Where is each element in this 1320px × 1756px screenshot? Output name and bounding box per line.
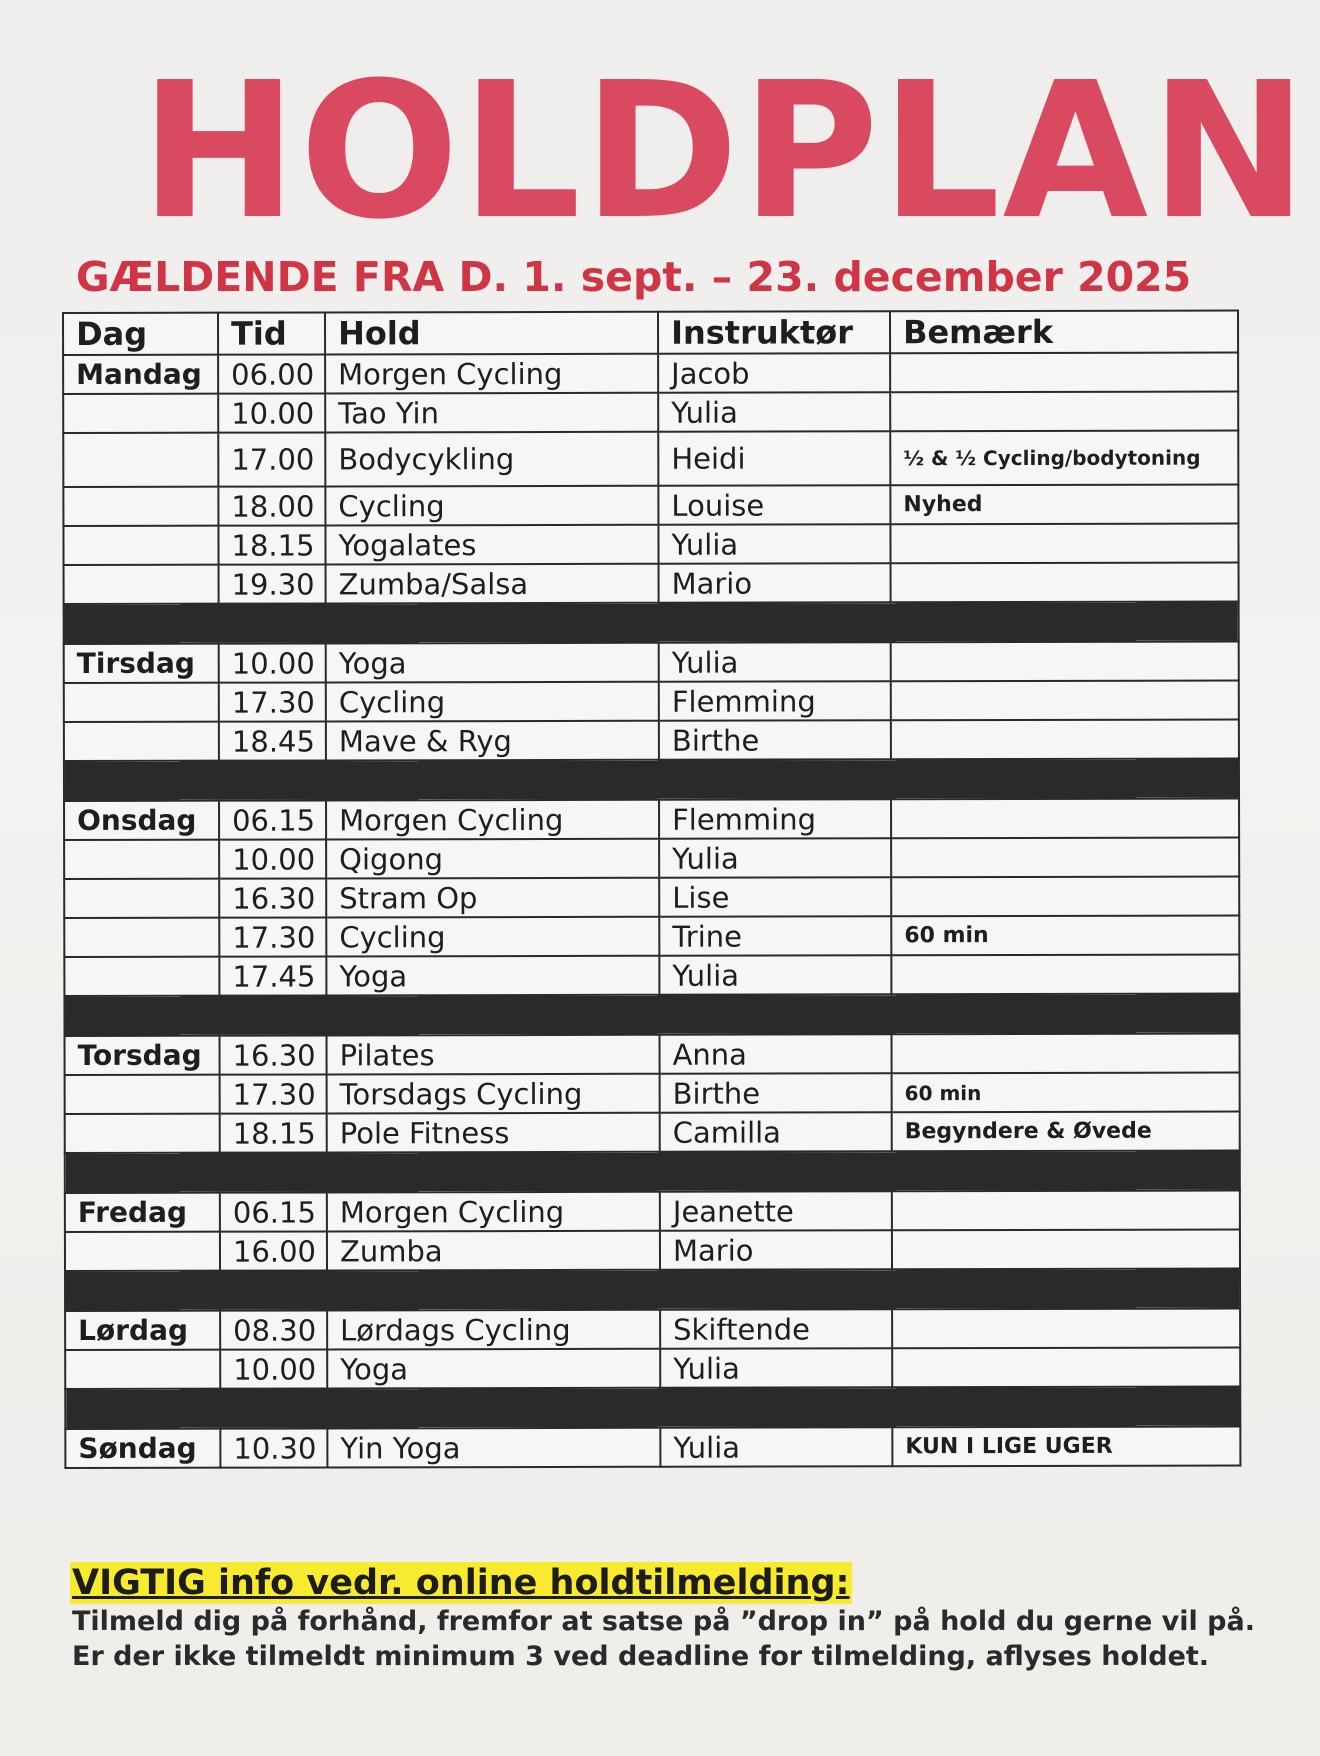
class-cell: Yoga [326,643,659,683]
day-cell [64,957,219,996]
time-cell: 16.30 [219,878,326,917]
day-separator [64,994,1239,1036]
instructor-cell: Yulia [658,524,890,563]
class-cell: Qigong [326,839,659,879]
time-cell: 17.30 [219,682,326,721]
table-header-row [63,311,1238,355]
note-cell [891,838,1239,878]
table-row [64,838,1239,879]
time-cell: 10.00 [219,839,326,878]
note-cell [890,353,1238,393]
time-cell: 17.30 [220,1074,327,1113]
note-cell [890,392,1238,432]
instructor-cell: Yulia [660,1348,892,1387]
table-row [64,681,1239,722]
class-cell: Pole Fitness [327,1113,660,1153]
header-tid: Tid [218,312,325,354]
day-cell [63,526,218,565]
class-cell: Stram Op [326,878,659,918]
day-cell: Fredag [65,1193,220,1232]
day-separator [65,1151,1240,1193]
instructor-cell: Lise [659,877,891,916]
instructor-cell: Yulia [659,642,891,681]
note-cell [891,955,1239,995]
note-cell [891,720,1239,760]
note-cell: 60 min [891,916,1239,956]
instructor-cell: Camilla [660,1112,892,1151]
header-instruktor: Instruktør [658,311,890,353]
table-row [65,1230,1240,1271]
time-cell: 10.00 [219,643,326,682]
note-cell: Begyndere & Øvede [892,1112,1240,1152]
table-row [63,431,1238,487]
table-row [65,1191,1240,1232]
day-cell: Tirsdag [64,644,219,683]
time-cell: 10.00 [220,1349,327,1388]
day-cell [65,1232,220,1271]
day-cell [63,394,218,433]
note-cell [890,524,1238,564]
time-cell: 18.15 [220,1113,327,1152]
info-line-2: Er der ikke tilmeldt minimum 3 ved deadline for tilmelding, aflyses holdet. [72,1641,1210,1672]
class-cell: Cycling [325,486,658,526]
table-row [64,799,1239,840]
note-cell [891,877,1239,917]
note-cell [891,681,1239,721]
note-cell: ½ & ½ Cycling/bodytoning [890,431,1238,486]
class-cell: Zumba/Salsa [326,564,659,604]
time-cell: 18.15 [218,525,325,564]
day-cell [64,683,219,722]
note-cell [891,563,1239,603]
day-cell: Onsdag [64,801,219,840]
table-row [65,1073,1240,1114]
instructor-cell: Trine [659,916,891,955]
table-row [64,720,1239,761]
table-row [63,392,1238,433]
class-cell: Mave & Ryg [326,721,659,761]
time-cell: 17.45 [219,956,326,995]
instructor-cell: Jacob [658,353,890,392]
instructor-cell: Mario [659,563,891,602]
class-cell: Yogalates [325,525,658,565]
class-cell: Bodycykling [325,432,658,487]
note-cell [892,1191,1240,1231]
instructor-cell: Birthe [660,1073,892,1112]
day-cell: Lørdag [65,1311,220,1350]
instructor-cell: Louise [658,485,890,524]
table-row [65,1348,1240,1389]
class-cell: Yin Yoga [327,1428,660,1468]
note-cell [891,799,1239,839]
day-cell [65,1075,220,1114]
table-row [64,642,1239,683]
table-row [63,524,1238,565]
table-row [64,955,1239,996]
page-title: HOLDPLAN [140,42,1310,261]
note-cell [892,1034,1240,1074]
note-cell: KUN I LIGE UGER [892,1427,1240,1467]
day-cell: Søndag [65,1429,220,1468]
time-cell: 06.00 [218,354,325,393]
day-cell [64,840,219,879]
class-cell: Yoga [326,956,659,996]
day-cell [65,1114,220,1153]
note-cell [891,642,1239,682]
class-cell: Yoga [327,1349,660,1389]
time-cell: 18.00 [218,486,325,525]
instructor-cell: Heidi [658,431,890,485]
instructor-cell: Yulia [658,392,890,431]
day-cell [63,433,218,487]
instructor-cell: Yulia [659,838,891,877]
note-cell: Nyhed [890,485,1238,525]
table-row [64,877,1239,918]
time-cell: 10.00 [218,393,325,432]
class-cell: Pilates [327,1035,660,1075]
day-separator [64,759,1239,801]
time-cell: 06.15 [220,1192,327,1231]
header-dag: Dag [63,313,218,355]
instructor-cell: Mario [660,1230,892,1269]
table-row [63,353,1238,394]
info-title: VIGTIG info vedr. online holdtilmelding: [72,1563,850,1603]
time-cell: 19.30 [219,564,326,603]
day-cell [65,1350,220,1389]
note-cell: 60 min [892,1073,1240,1113]
instructor-cell: Yulia [660,1427,892,1466]
info-section [70,1562,1290,1674]
instructor-cell: Flemming [659,681,891,720]
class-cell: Morgen Cycling [326,800,659,840]
instructor-cell: Yulia [659,955,891,994]
class-cell: Lørdags Cycling [327,1310,660,1350]
schedule-table [62,310,1241,1469]
header-bemaerk: Bemærk [890,311,1238,354]
table-row [65,1112,1240,1153]
day-separator [65,1269,1240,1311]
time-cell: 18.45 [219,721,326,760]
instructor-cell: Flemming [659,799,891,838]
day-cell [63,487,218,526]
validity-subtitle: GÆLDENDE FRA D. 1. sept. – 23. december 2025 [76,253,1192,301]
time-cell: 17.00 [218,432,325,486]
time-cell: 17.30 [219,917,326,956]
instructor-cell: Anna [660,1034,892,1073]
time-cell: 16.30 [220,1035,327,1074]
table-row [63,485,1238,526]
time-cell: 10.30 [220,1428,327,1467]
table-row [64,916,1239,957]
table-row [65,1309,1240,1350]
table-row [65,1427,1240,1468]
day-cell [64,565,219,604]
day-cell [64,879,219,918]
note-cell [892,1348,1240,1388]
class-cell: Morgen Cycling [325,354,658,394]
class-cell: Morgen Cycling [327,1192,660,1232]
class-cell: Torsdags Cycling [327,1074,660,1114]
day-cell: Torsdag [65,1036,220,1075]
info-line-1: Tilmeld dig på forhånd, fremfor at satse på ”drop in” på hold du gerne vil på. [72,1606,1255,1637]
instructor-cell: Birthe [659,720,891,759]
note-cell [892,1309,1240,1349]
time-cell: 16.00 [220,1231,327,1270]
time-cell: 08.30 [220,1310,327,1349]
time-cell: 06.15 [219,800,326,839]
header-hold: Hold [325,312,658,355]
instructor-cell: Jeanette [660,1191,892,1230]
day-cell: Mandag [63,355,218,394]
day-separator [64,602,1239,644]
instructor-cell: Skiftende [660,1309,892,1348]
day-cell [64,918,219,957]
table-row [65,1034,1240,1075]
day-separator [65,1387,1240,1429]
note-cell [892,1230,1240,1270]
day-cell [64,722,219,761]
class-cell: Cycling [326,682,659,722]
class-cell: Tao Yin [325,393,658,433]
table-row [64,563,1239,604]
class-cell: Zumba [327,1231,660,1271]
class-cell: Cycling [326,917,659,957]
